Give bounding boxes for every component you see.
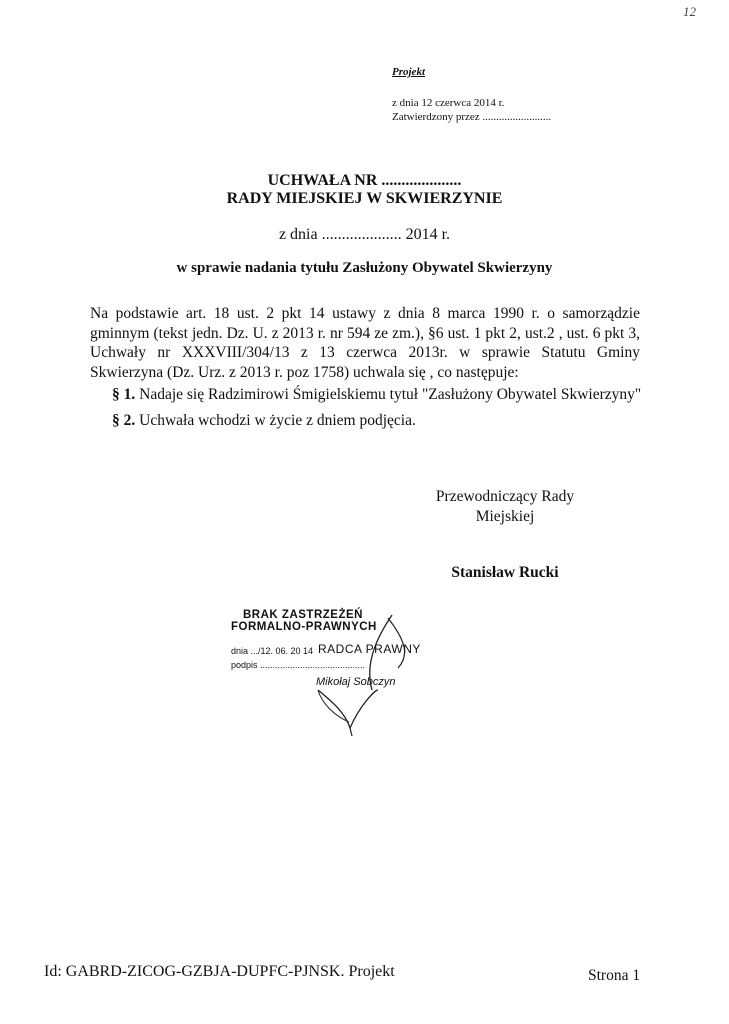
signature-name: Stanisław Rucki [451,564,559,581]
page-corner-mark: 12 [683,4,696,19]
stamp-line1: BRAK ZASTRZEŻEŃ [243,609,363,621]
resolution-date: z dnia .................... 2014 r. [278,226,451,243]
footer-document-id: Id: GABRD-ZICOG-GZBJA-DUPFC-PJNSK. Projekt [44,963,395,980]
resolution-number: UCHWAŁA NR .................... [267,172,462,189]
legal-basis: Na podstawie art. 18 ust. 2 pkt 14 ustawy z dnia 8 marca 1990 r. o samorządzie gminnym (tekst jedn. Dz. U. z 2013 r. nr 594 ze zm.), §6 ust. 1 pkt 2, ust.2 , ust. 6 pkt 3, Uchwały nr XXXVIII/304/13 z 13 czerwca 2013r. w sprawie Statutu Gminy Skwierzyna (Dz. Urz. z 2013 r. poz 1758) uchwala się , co następuje: [90,305,640,381]
paragraph-2-number: § 2. [112,412,136,429]
signature-role-line2: Miejskiej [475,508,535,525]
stamp-date-line: dnia .../12. 06. 20 14 [231,646,314,656]
council-name: RADY MIEJSKIEJ W SKWIERZYNIE [226,190,503,207]
stamp-name: Mikołaj Sobczyn [316,676,396,688]
draft-label: Projekt [392,66,425,78]
draft-date: z dnia 12 czerwca 2014 r. [392,97,505,109]
footer-page-number: Strona 1 [588,967,641,984]
draft-approved-by: Zatwierdzony przez ......................... [392,111,552,123]
stamp-signature-line: podpis .......................................... [231,660,366,670]
stamp-title: RADCA PRAWNY [318,642,421,656]
resolution-subject: w sprawie nadania tytułu Zasłużony Obywatel Skwierzyny [176,260,553,276]
signature-role-line1: Przewodniczący Rady [435,488,575,505]
paragraph-1-number: § 1. [112,386,136,403]
paragraph-2-text: Uchwała wchodzi w życie z dniem podjęcia. [139,412,416,429]
stamp-line2: FORMALNO-PRAWNYCH [231,621,377,633]
paragraph-1-text: Nadaje się Radzimirowi Śmigielskiemu tytuł "Zasłużony Obywatel Skwierzyny" [139,386,642,403]
